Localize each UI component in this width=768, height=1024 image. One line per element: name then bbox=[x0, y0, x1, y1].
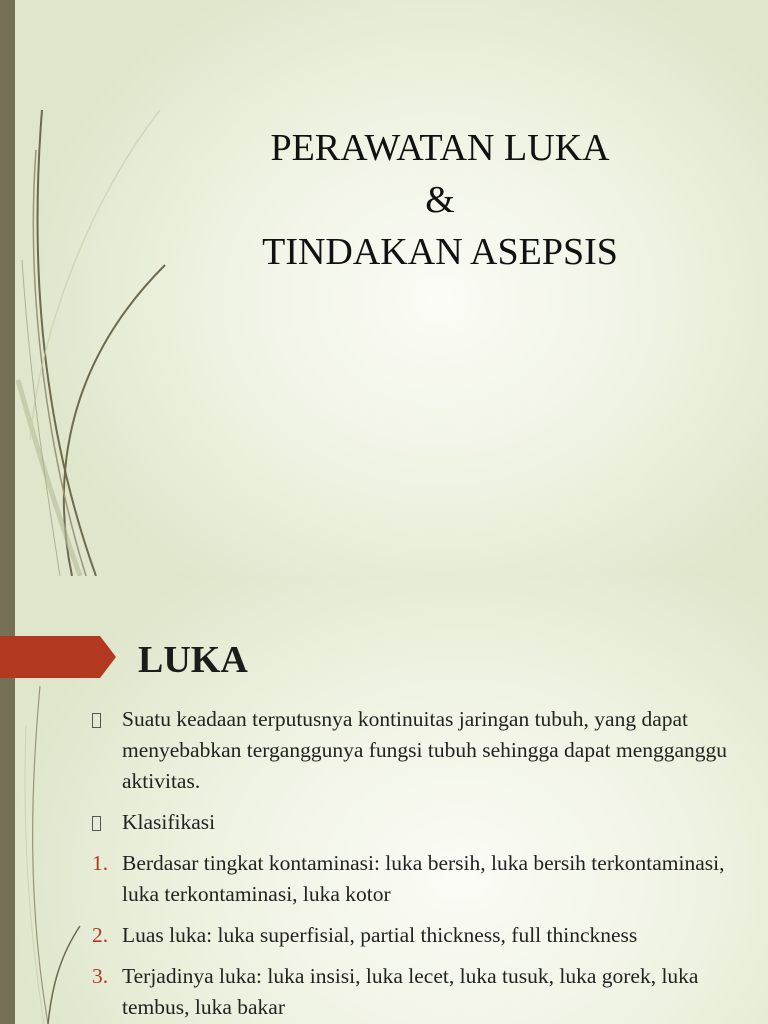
list-item-text: Luas luka: luka superfisial, partial thickness, full thinckness bbox=[122, 923, 638, 947]
section-heading: LUKA bbox=[138, 639, 248, 681]
list-item bbox=[92, 704, 762, 797]
slide-title bbox=[215, 122, 665, 278]
list-number: 1. bbox=[92, 851, 109, 875]
slide-2 bbox=[0, 576, 768, 1024]
arrow-tab-icon bbox=[0, 636, 116, 678]
list-number: 2. bbox=[92, 923, 109, 947]
list-item bbox=[92, 920, 762, 951]
list-item bbox=[92, 807, 762, 838]
square-bullet-icon bbox=[92, 807, 101, 840]
list-item-text: Berdasar tingkat kontaminasi: luka bersih, luka bersih terkontaminasi, luka terkontaminasi, luka kotor bbox=[122, 851, 725, 906]
list-item-text: Klasifikasi bbox=[122, 810, 216, 834]
list-item bbox=[92, 961, 762, 1023]
square-bullet-icon bbox=[92, 704, 101, 737]
list-item bbox=[92, 848, 762, 910]
title-line-2: & bbox=[425, 179, 455, 221]
decorative-curves bbox=[0, 0, 200, 576]
title-line-3: TINDAKAN ASEPSIS bbox=[262, 231, 618, 273]
title-line-1: PERAWATAN LUKA bbox=[270, 127, 610, 169]
list-number: 3. bbox=[92, 964, 109, 988]
list-item-text: Terjadinya luka: luka insisi, luka lecet, luka tusuk, luka gorek, luka tembus, luka bakar bbox=[122, 964, 699, 1019]
list-item-text: Suatu keadaan terputusnya kontinuitas jaringan tubuh, yang dapat menyebabkan terganggunya fungsi tubuh sehingga dapat mengganggu aktivitas. bbox=[122, 707, 728, 793]
content-list bbox=[92, 704, 762, 1024]
